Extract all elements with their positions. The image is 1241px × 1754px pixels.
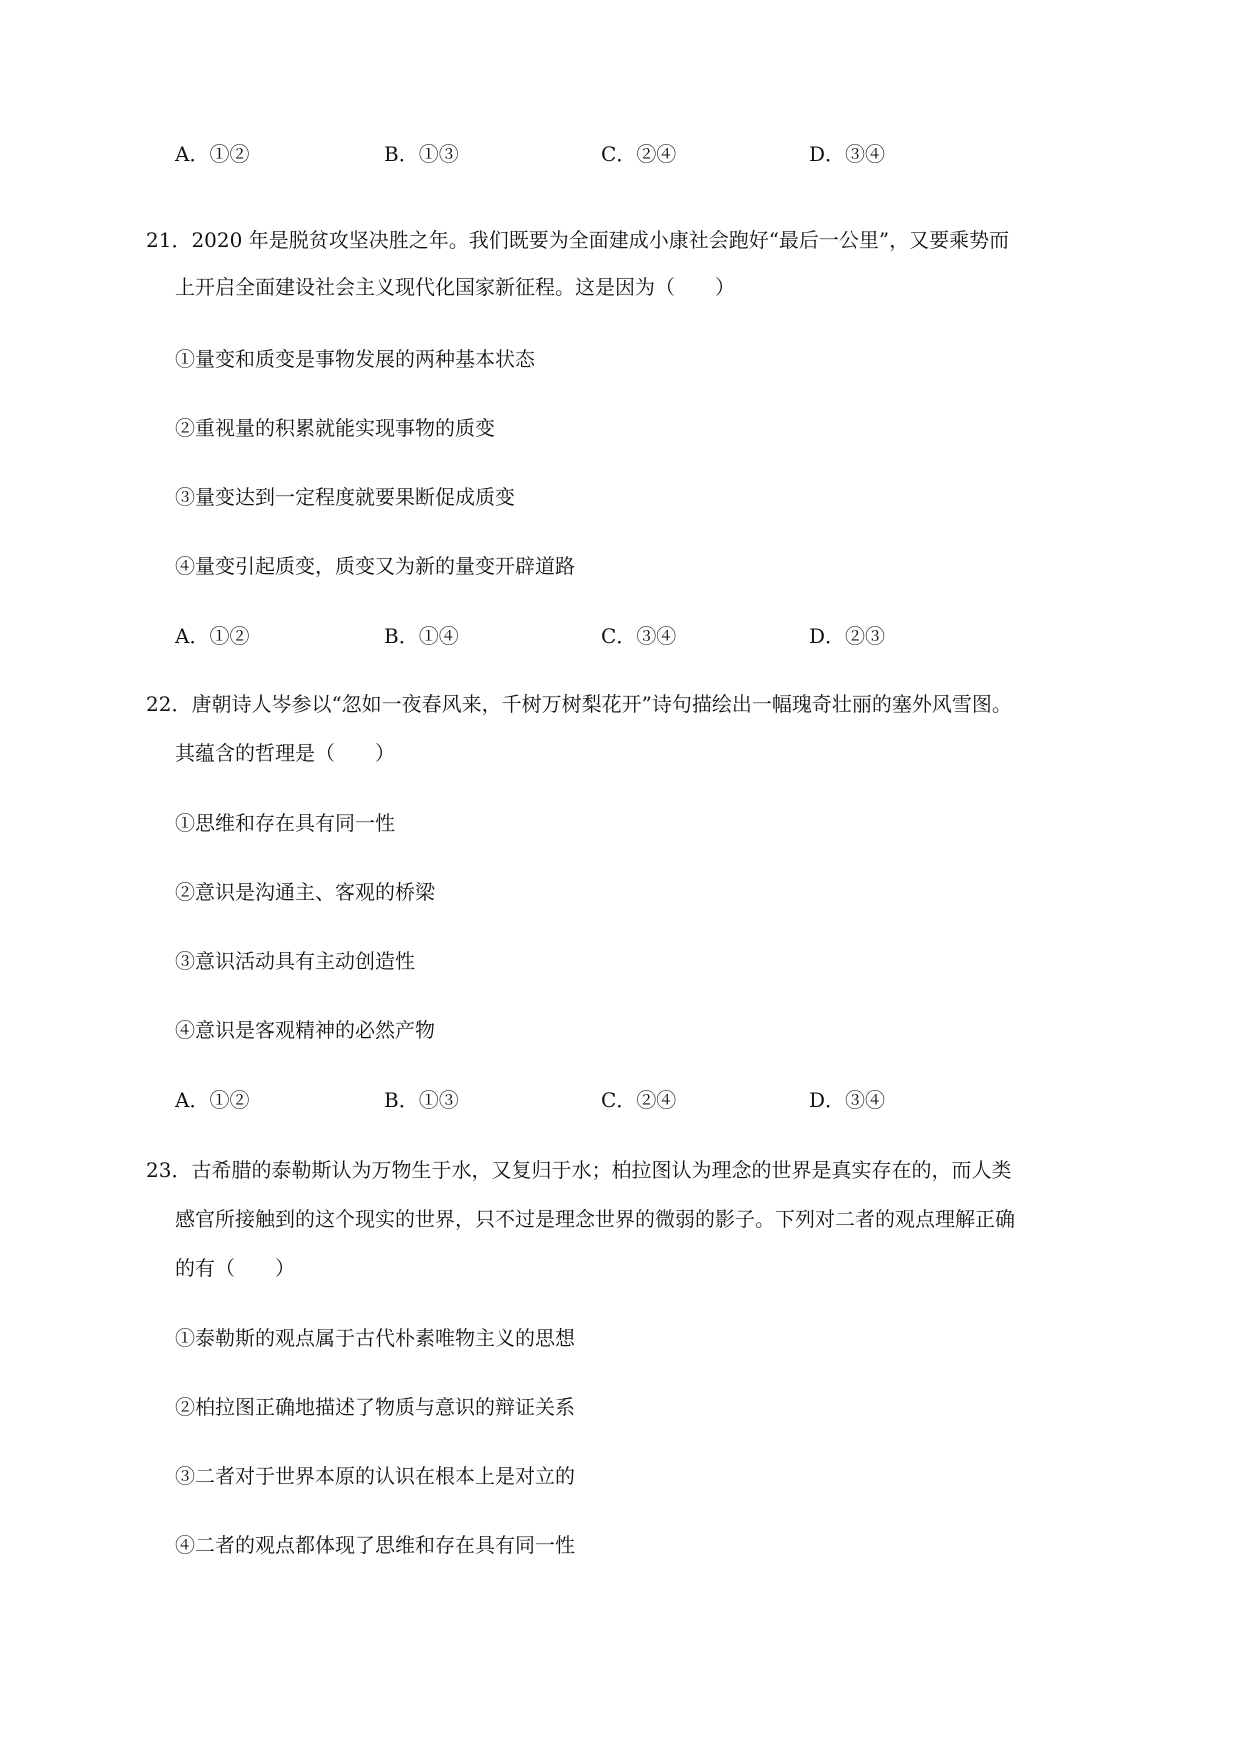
q20-choice-a [175,140,249,168]
q23-statement-1: ①泰勒斯的观点属于古代朴素唯物主义的思想 [175,1326,575,1350]
choice-value: ①② [209,142,250,166]
stem-text: 古希腊的泰勒斯认为万物生于水，又复归于水；柏拉图认为理念的世界是真实存在的，而人类 [191,1158,1012,1182]
q22-statement-4: ④意识是客观精神的必然产物 [175,1018,435,1042]
q23-statement-3: ③二者对于世界本原的认识在根本上是对立的 [175,1464,575,1488]
q23-stem-line3: 的有（ ） [175,1256,295,1280]
choice-letter: B． [384,624,419,648]
q21-statement-3: ③量变达到一定程度就要果断促成质变 [175,485,515,509]
stem-text: 唐朝诗人岑参以“忽如一夜春风来，千树万树梨花开”诗句描绘出一幅瑰奇壮丽的塞外风雪图。 [191,692,1012,716]
stem-text: 2020 年是脱贫攻坚决胜之年。我们既要为全面建成小康社会跑好“最后一公里”，又要乘势而 [191,228,1010,252]
choice-letter: C． [601,624,637,648]
q21-statement-4: ④量变引起质变，质变又为新的量变开辟道路 [175,554,575,578]
question-number: 21． [146,228,192,252]
q22-choice-d [809,1086,885,1114]
choice-value: ①④ [418,624,459,648]
choice-value: ②③ [845,624,886,648]
choice-letter: B． [384,142,419,166]
choice-value: ①② [209,1088,250,1112]
choice-letter: C． [601,1088,637,1112]
q22-choice-c [601,1086,676,1114]
q21-choice-a [175,622,249,650]
choice-letter: A． [175,142,210,166]
q23-statement-2: ②柏拉图正确地描述了物质与意识的辩证关系 [175,1395,575,1419]
question-number: 22． [146,692,192,716]
q21-statement-1: ①量变和质变是事物发展的两种基本状态 [175,347,535,371]
q23-stem-line2: 感官所接触到的这个现实的世界，只不过是理念世界的微弱的影子。下列对二者的观点理解正确 [175,1207,1015,1231]
choice-letter: D． [809,624,846,648]
q22-stem-line2: 其蕴含的哲理是（ ） [175,741,395,765]
q22-statement-3: ③意识活动具有主动创造性 [175,949,415,973]
choice-letter: C． [601,142,637,166]
question-number: 23． [146,1158,192,1182]
choice-value: ②④ [636,142,677,166]
choice-value: ③④ [845,142,886,166]
q21-statement-2: ②重视量的积累就能实现事物的质变 [175,416,495,440]
q22-statement-2: ②意识是沟通主、客观的桥梁 [175,880,435,904]
choice-value: ③④ [845,1088,886,1112]
choice-value: ①③ [418,142,459,166]
q20-choice-b [384,140,459,168]
choice-value: ③④ [636,624,677,648]
q22-statement-1: ①思维和存在具有同一性 [175,811,395,835]
q22-choice-a [175,1086,249,1114]
q20-choice-c [601,140,676,168]
q20-choice-d [809,140,885,168]
choice-value: ①② [209,624,250,648]
choice-letter: A． [175,1088,210,1112]
q21-stem-line2: 上开启全面建设社会主义现代化国家新征程。这是因为（ ） [175,275,735,299]
choice-value: ②④ [636,1088,677,1112]
choice-letter: A． [175,624,210,648]
q22-stem-line1 [146,690,1012,718]
q21-choice-c [601,622,676,650]
q22-choice-b [384,1086,459,1114]
q21-choice-d [809,622,885,650]
q21-stem-line1 [146,226,1009,254]
q21-choice-b [384,622,459,650]
choice-letter: B． [384,1088,419,1112]
choice-letter: D． [809,142,846,166]
q23-stem-line1 [146,1156,1011,1184]
choice-value: ①③ [418,1088,459,1112]
q23-statement-4: ④二者的观点都体现了思维和存在具有同一性 [175,1533,575,1557]
choice-letter: D． [809,1088,846,1112]
